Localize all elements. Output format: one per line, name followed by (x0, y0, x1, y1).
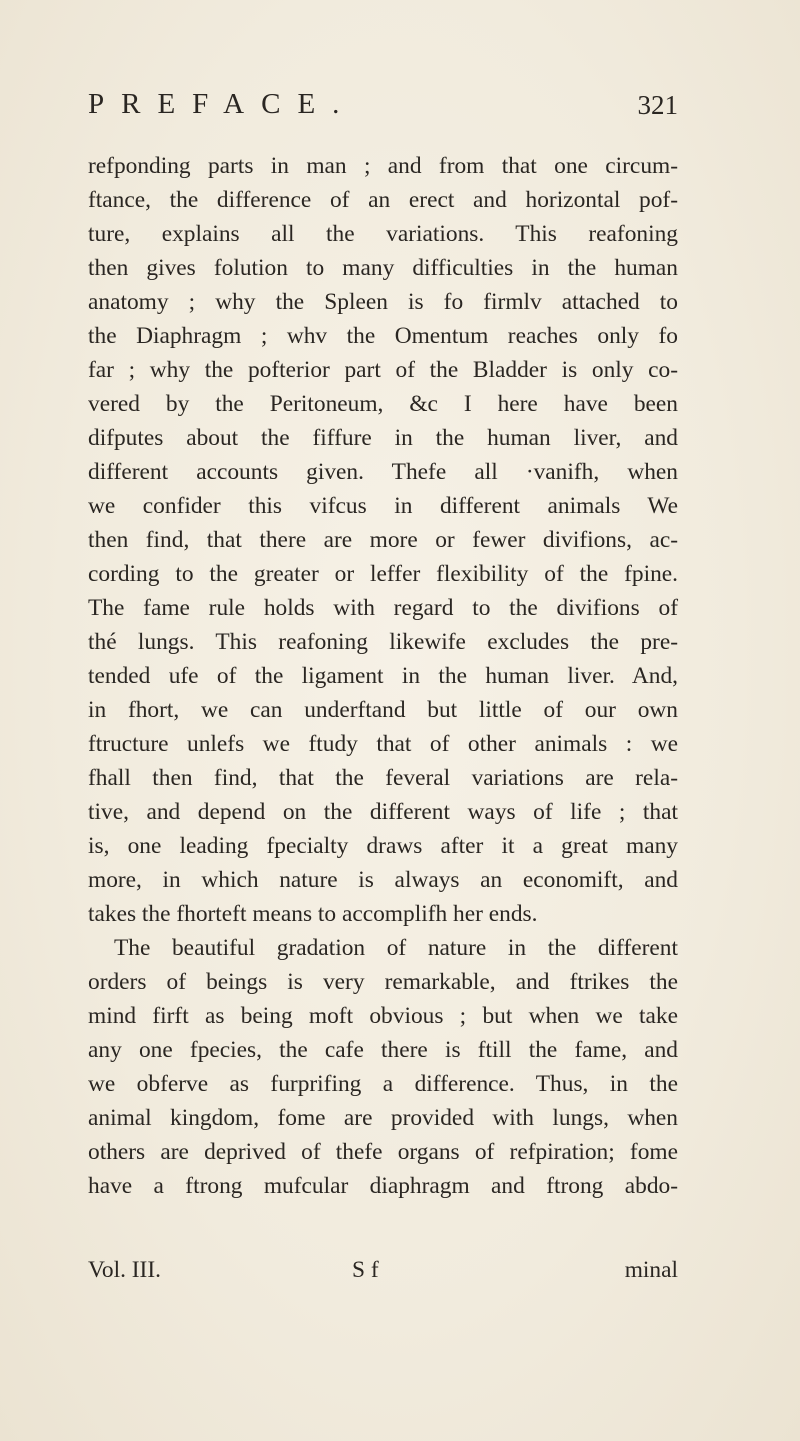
body-text (88, 149, 678, 1203)
text-line: far ; why the pofterior part of the Bladder is only co- (88, 357, 678, 383)
text-line: animal kingdom, fome are provided with lungs, when (88, 1105, 678, 1131)
text-line: ftance, the difference of an erect and horizontal pof- (88, 187, 678, 213)
text-line: tive, and depend on the different ways of life ; that (88, 799, 678, 825)
page-footer (88, 1253, 678, 1287)
text-line: mind firft as being moft obvious ; but when we take (88, 1003, 678, 1029)
signature-mark: S f (352, 1257, 379, 1283)
text-line: then find, that there are more or fewer divifions, ac- (88, 527, 678, 553)
text-line: thé lungs. This reafoning likewife excludes the pre- (88, 629, 678, 655)
text-line: tended ufe of the ligament in the human liver. And, (88, 663, 678, 689)
text-line: ture, explains all the variations. This reafoning (88, 221, 678, 247)
text-line: different accounts given. Thefe all ·vanifh, when (88, 459, 678, 485)
text-line: we confider this vifcus in different animals We (88, 493, 678, 519)
text-line: more, in which nature is always an economift, and (88, 867, 678, 893)
text-line: ftructure unlefs we ftudy that of other animals : we (88, 731, 678, 757)
text-line: have a ftrong mufcular diaphragm and ftrong abdo- (88, 1173, 678, 1199)
text-line: then gives folution to many difficulties in the human (88, 255, 678, 281)
text-line: takes the fhorteft means to accomplifh her ends. (88, 901, 538, 927)
volume-label: Vol. III. (88, 1257, 161, 1283)
text-line: in fhort, we can underftand but little of our own (88, 697, 678, 723)
text-line: anatomy ; why the Spleen is fo firmlv attached to (88, 289, 678, 315)
text-line: we obferve as furprifing a difference. Thus, in the (88, 1071, 678, 1097)
text-line: The fame rule holds with regard to the divifions of (88, 595, 678, 621)
text-line: the Diaphragm ; whv the Omentum reaches only fo (88, 323, 678, 349)
text-line: difputes about the fiffure in the human liver, and (88, 425, 678, 451)
text-line: any one fpecies, the cafe there is ftill the fame, and (88, 1037, 678, 1063)
text-line: orders of beings is very remarkable, and ftrikes the (88, 969, 678, 995)
text-line: cording to the greater or leffer flexibility of the fpine. (88, 561, 678, 587)
text-line: refponding parts in man ; and from that one circum- (88, 153, 678, 179)
page-number: 321 (637, 90, 678, 120)
page-header (88, 88, 678, 132)
text-line: fhall then find, that the feveral variations are rela- (88, 765, 678, 791)
catchword: minal (624, 1257, 678, 1283)
running-head: PREFACE. (88, 88, 357, 120)
text-line: vered by the Peritoneum, &c I here have been (88, 391, 678, 417)
text-line: The beautiful gradation of nature in the different (114, 935, 678, 961)
text-line: others are deprived of thefe organs of refpiration; fome (88, 1139, 678, 1165)
text-line: is, one leading fpecialty draws after it a great many (88, 833, 678, 859)
